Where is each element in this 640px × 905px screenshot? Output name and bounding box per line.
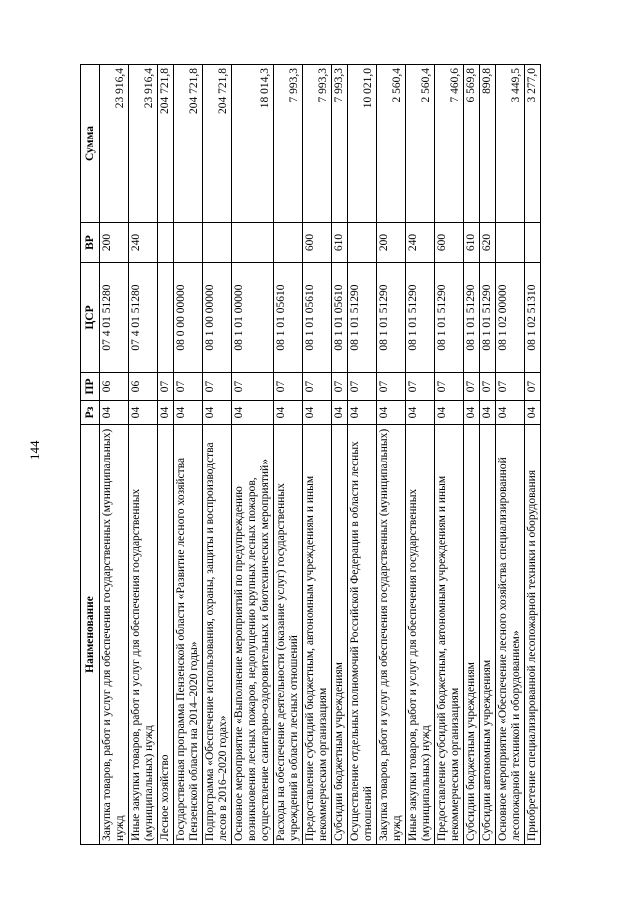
row-sum: 204 721,8 [158,65,174,223]
row-vr [348,223,377,263]
row-pr: 07 [435,373,464,401]
row-csr: 07 4 01 51280 [129,263,158,373]
row-pr: 07 [203,373,232,401]
row-rz: 04 [174,401,203,425]
row-name: Государственная программа Пензенской области «Развитие лесного хозяйства Пензенской области на 2014–2020 годы» [174,425,203,845]
header-pr: ПР [81,373,100,401]
row-csr: 08 1 02 51310 [525,263,541,373]
row-rz: 04 [232,401,274,425]
row-csr: 08 1 01 05610 [303,263,332,373]
header-csr: ЦСР [81,263,100,373]
table-row [406,65,435,845]
row-sum: 204 721,8 [174,65,203,223]
row-vr [496,223,525,263]
header-name: Наименование [81,425,100,845]
row-rz: 04 [158,401,174,425]
row-csr: 08 1 01 05610 [274,263,303,373]
row-sum: 7 993,3 [303,65,332,223]
header-rz: Рз [81,401,100,425]
row-csr: 08 1 01 51290 [348,263,377,373]
row-sum: 2 560,4 [406,65,435,223]
row-vr: 620 [480,223,496,263]
row-name: Иные закупки товаров, работ и услуг для обеспечения государственных (муниципальных) нужд [406,425,435,845]
row-csr: 08 1 01 51290 [377,263,406,373]
row-name: Расходы на обеспечение деятельности (оказание услуг) государственных учреждений в области лесных отношений [274,425,303,845]
row-name: Основное мероприятие «Выполнение мероприятий по предупреждению возникновения лесных пожаров, недопущению крупных лесных пожаров, осуществление санитарно-оздоровительных и биотехнических мероприятий» [232,425,274,845]
row-rz: 04 [377,401,406,425]
table-row [129,65,158,845]
row-sum: 204 721,8 [203,65,232,223]
row-sum: 3 449,5 [496,65,525,223]
table-row [303,65,332,845]
row-csr: 08 1 01 51290 [464,263,480,373]
row-vr: 610 [332,223,348,263]
row-pr: 07 [303,373,332,401]
row-pr: 07 [158,373,174,401]
row-csr [158,263,174,373]
row-vr: 610 [464,223,480,263]
row-pr: 06 [100,373,129,401]
row-pr: 07 [274,373,303,401]
row-pr: 07 [348,373,377,401]
row-rz: 04 [274,401,303,425]
table-row [274,65,303,845]
row-sum: 23 916,4 [100,65,129,223]
rotated-table-container [80,65,541,845]
row-csr: 08 1 00 00000 [203,263,232,373]
row-pr: 07 [377,373,406,401]
row-vr [174,223,203,263]
row-rz: 04 [203,401,232,425]
row-csr: 08 0 00 00000 [174,263,203,373]
row-name: Осуществление отдельных полномочий Российской Федерации в области лесных отношений [348,425,377,845]
table-row [232,65,274,845]
row-pr: 07 [232,373,274,401]
table-row [100,65,129,845]
row-vr: 200 [377,223,406,263]
row-name: Подпрограмма «Обеспечение использования, охраны, защиты и воспроизводства лесов в 2016–2020 годах» [203,425,232,845]
row-rz: 04 [100,401,129,425]
row-pr: 07 [406,373,435,401]
table-row [480,65,496,845]
row-name: Основное мероприятие «Обеспечение лесного хозяйства специализированной лесопожарной техникой и оборудованием» [496,425,525,845]
row-name: Субсидии автономным учреждениям [480,425,496,845]
table-row [158,65,174,845]
row-name: Предоставление субсидий бюджетным, автономным учреждениям и иным некоммерческим организациям [435,425,464,845]
row-name: Закупка товаров, работ и услуг для обеспечения государственных (муниципальных) нужд [377,425,406,845]
row-csr: 08 1 01 00000 [232,263,274,373]
row-sum: 10 021,0 [348,65,377,223]
row-name: Субсидии бюджетным учреждениям [332,425,348,845]
row-name: Лесное хозяйство [158,425,174,845]
row-csr: 08 1 01 51290 [435,263,464,373]
row-vr: 240 [129,223,158,263]
row-vr [274,223,303,263]
row-sum: 890,8 [480,65,496,223]
row-vr [525,223,541,263]
row-csr: 08 1 01 51290 [480,263,496,373]
row-rz: 04 [435,401,464,425]
row-name: Предоставление субсидий бюджетным, автономным учреждениям и иным некоммерческим организациям [303,425,332,845]
table-row [203,65,232,845]
row-rz: 04 [464,401,480,425]
row-sum: 3 277,0 [525,65,541,223]
row-vr: 600 [435,223,464,263]
row-pr: 07 [496,373,525,401]
row-name: Закупка товаров, работ и услуг для обеспечения государственных (муниципальных) нужд [100,425,129,845]
row-csr: 07 4 01 51280 [100,263,129,373]
table-row [377,65,406,845]
row-pr: 07 [174,373,203,401]
row-vr: 200 [100,223,129,263]
row-sum: 7 993,3 [332,65,348,223]
row-vr [203,223,232,263]
row-sum: 6 569,8 [464,65,480,223]
row-csr: 08 1 02 00000 [496,263,525,373]
row-name: Приобретение специализированной лесопожарной техники и оборудования [525,425,541,845]
row-vr [158,223,174,263]
table-body [100,65,541,845]
header-sum: Сумма [81,65,100,223]
row-pr: 07 [525,373,541,401]
header-vr: ВР [81,223,100,263]
row-rz: 04 [303,401,332,425]
table-header [81,65,100,845]
table-row [464,65,480,845]
row-vr [232,223,274,263]
row-rz: 04 [332,401,348,425]
row-rz: 04 [525,401,541,425]
row-pr: 07 [332,373,348,401]
table-row [435,65,464,845]
table-row [174,65,203,845]
table-row [348,65,377,845]
row-rz: 04 [129,401,158,425]
row-sum: 7 460,6 [435,65,464,223]
row-sum: 2 560,4 [377,65,406,223]
table-row [525,65,541,845]
row-vr: 600 [303,223,332,263]
page-number: 144 [27,440,42,460]
budget-table [80,64,541,845]
row-sum: 18 014,3 [232,65,274,223]
row-pr: 06 [129,373,158,401]
row-csr: 08 1 01 51290 [406,263,435,373]
row-pr: 07 [464,373,480,401]
row-name: Субсидии бюджетным учреждениям [464,425,480,845]
row-name: Иные закупки товаров, работ и услуг для обеспечения государственных (муниципальных) нужд [129,425,158,845]
row-rz: 04 [348,401,377,425]
row-sum: 23 916,4 [129,65,158,223]
row-rz: 04 [480,401,496,425]
row-sum: 7 993,3 [274,65,303,223]
row-vr: 240 [406,223,435,263]
row-rz: 04 [496,401,525,425]
table-row [496,65,525,845]
row-pr: 07 [480,373,496,401]
row-csr: 08 1 01 05610 [332,263,348,373]
row-rz: 04 [406,401,435,425]
table-row [332,65,348,845]
